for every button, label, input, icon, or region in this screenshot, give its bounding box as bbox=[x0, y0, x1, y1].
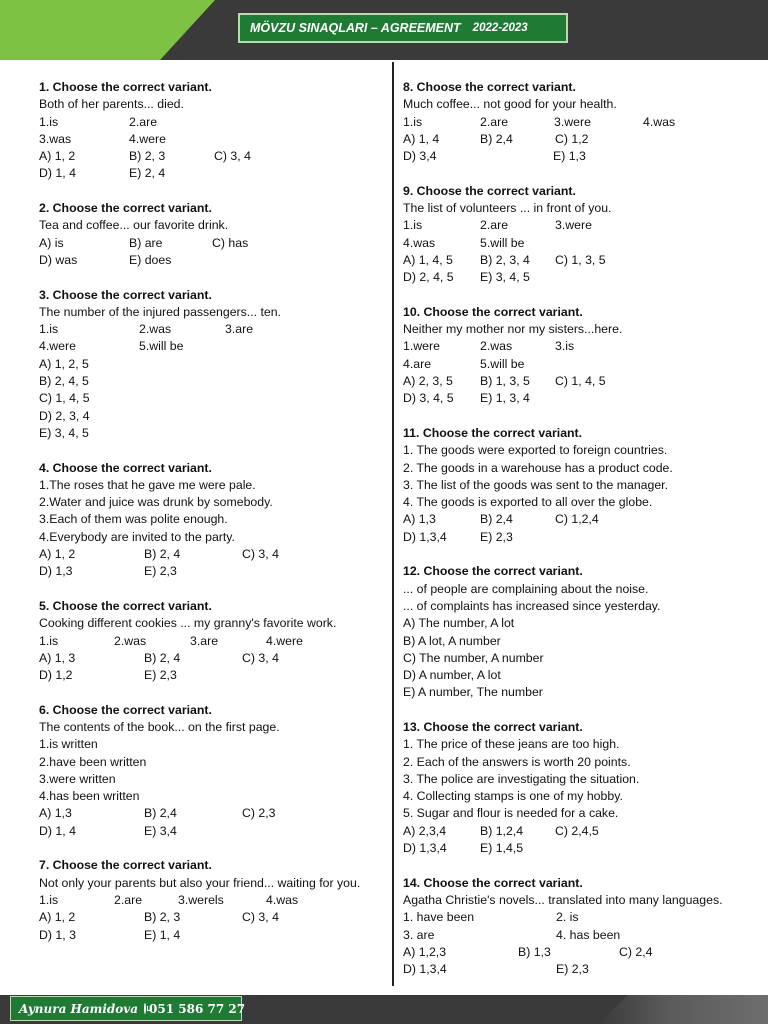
author-name: Aynura Hamidova bbox=[19, 1001, 139, 1016]
line-text: A) 2,3,4 bbox=[403, 823, 447, 838]
line-text: Cooking different cookies ... my granny's favorite work. bbox=[39, 616, 337, 631]
line-text: E) 3, 4, 5 bbox=[480, 270, 530, 285]
line-text: D) 2, 4, 5 bbox=[403, 270, 454, 285]
question-line bbox=[39, 373, 384, 390]
line-text: E) 2,3 bbox=[480, 529, 513, 544]
question-line bbox=[403, 823, 753, 840]
line-text: 3.werels bbox=[178, 892, 224, 907]
line-text: C) 3, 4 bbox=[242, 650, 279, 665]
question-line bbox=[39, 927, 384, 944]
right-column bbox=[403, 79, 753, 996]
question-line bbox=[39, 425, 384, 442]
question-line bbox=[403, 148, 753, 165]
line-text: Agatha Christie's novels... translated into many languages. bbox=[403, 892, 723, 907]
question-7 bbox=[39, 857, 384, 943]
question-line bbox=[403, 961, 753, 978]
question-line bbox=[39, 736, 384, 753]
question-line bbox=[39, 321, 384, 338]
author-banner bbox=[10, 996, 246, 1021]
line-text: D) 1,3 bbox=[39, 564, 73, 579]
line-text: 4.has been written bbox=[39, 789, 140, 804]
column-divider bbox=[392, 62, 394, 986]
question-line bbox=[39, 615, 384, 632]
line-text: 5.will be bbox=[480, 235, 525, 250]
question-line bbox=[403, 650, 753, 667]
line-text: 4.Everybody are invited to the party. bbox=[39, 529, 235, 544]
question-line bbox=[39, 408, 384, 425]
line-text: C) 1, 3, 5 bbox=[555, 252, 606, 267]
line-text: E) A number, The number bbox=[403, 685, 543, 700]
line-text: A) 1, 4 bbox=[403, 131, 440, 146]
question-line bbox=[403, 788, 753, 805]
author-phone: 051 586 77 27 bbox=[149, 1001, 246, 1016]
question-line bbox=[39, 165, 384, 182]
line-text: B) 2, 4 bbox=[144, 547, 181, 562]
line-text: A) 1,2,3 bbox=[403, 944, 447, 959]
line-text: ... of people are complaining about the noise. bbox=[403, 581, 649, 596]
line-text: A) 1, 2 bbox=[39, 910, 76, 925]
line-text: 3. are bbox=[403, 927, 435, 942]
question-line bbox=[403, 684, 753, 701]
line-text: 4.were bbox=[129, 131, 166, 146]
line-text: 1.is bbox=[39, 892, 59, 907]
line-text: 1. The goods were exported to foreign countries. bbox=[403, 443, 668, 458]
line-text: 3. The list of the goods was sent to the manager. bbox=[403, 477, 669, 492]
line-text: 4. Collecting stamps is one of my hobby. bbox=[403, 789, 623, 804]
question-line bbox=[39, 719, 384, 736]
line-text: A) 1, 4, 5 bbox=[403, 252, 453, 267]
question-title: 5. Choose the correct variant. bbox=[39, 598, 212, 613]
question-line bbox=[39, 356, 384, 373]
line-text: C) 3, 4 bbox=[214, 149, 251, 164]
line-text: E) 2,3 bbox=[556, 962, 589, 977]
question-14 bbox=[403, 875, 753, 979]
question-line bbox=[39, 823, 384, 840]
question-line bbox=[403, 754, 753, 771]
line-text: 3.are bbox=[225, 322, 254, 337]
question-line bbox=[39, 754, 384, 771]
question-line bbox=[39, 788, 384, 805]
question-8 bbox=[403, 79, 753, 165]
line-text: 2.are bbox=[114, 892, 143, 907]
line-text: D) 3,4 bbox=[403, 149, 437, 164]
line-text: E) 1, 4 bbox=[144, 927, 181, 942]
question-line bbox=[39, 771, 384, 788]
line-text: D) 1,3,4 bbox=[403, 529, 447, 544]
line-text: 3.was bbox=[39, 131, 72, 146]
question-6 bbox=[39, 702, 384, 840]
question-2 bbox=[39, 200, 384, 269]
line-text: A) 1, 2 bbox=[39, 149, 76, 164]
question-line bbox=[403, 944, 753, 961]
line-text: 1. have been bbox=[403, 910, 475, 925]
whatsapp-icon bbox=[144, 1003, 146, 1014]
line-text: B) 2, 3 bbox=[144, 910, 181, 925]
line-text: 2.Water and juice was drunk by somebody. bbox=[39, 495, 273, 510]
question-line bbox=[403, 805, 753, 822]
line-text: C) 1, 4, 5 bbox=[555, 374, 606, 389]
question-line bbox=[39, 494, 384, 511]
title-banner bbox=[238, 13, 568, 43]
line-text: B) 2, 4, 5 bbox=[39, 374, 89, 389]
line-text: C) 3, 4 bbox=[242, 547, 279, 562]
line-text: 1.is bbox=[403, 114, 423, 129]
line-text: B) 2, 4 bbox=[144, 650, 181, 665]
line-text: ... of complaints has increased since yesterday. bbox=[403, 598, 661, 613]
question-line bbox=[403, 131, 753, 148]
question-12 bbox=[403, 563, 753, 701]
line-text: E) 3, 4, 5 bbox=[39, 425, 89, 440]
line-text: B) 2,4 bbox=[480, 131, 513, 146]
line-text: 4.are bbox=[403, 356, 432, 371]
line-text: C) has bbox=[212, 235, 249, 250]
line-text: B) 1,3 bbox=[518, 944, 551, 959]
question-line bbox=[39, 217, 384, 234]
line-text: C) 2,4,5 bbox=[555, 823, 599, 838]
line-text: The number of the injured passengers... ten. bbox=[39, 304, 281, 319]
line-text: D) 2, 3, 4 bbox=[39, 408, 90, 423]
line-text: 1.The roses that he gave me were pale. bbox=[39, 477, 256, 492]
line-text: B) 2,4 bbox=[480, 512, 513, 527]
line-text: 2.are bbox=[480, 218, 509, 233]
question-title: 1. Choose the correct variant. bbox=[39, 80, 212, 94]
line-text: 2. is bbox=[556, 910, 579, 925]
line-text: 4.was bbox=[643, 114, 676, 129]
question-title: 10. Choose the correct variant. bbox=[403, 304, 583, 319]
question-line bbox=[403, 840, 753, 857]
question-line bbox=[39, 477, 384, 494]
question-title: 3. Choose the correct variant. bbox=[39, 287, 212, 302]
question-line bbox=[403, 356, 753, 373]
question-line bbox=[39, 304, 384, 321]
question-line bbox=[39, 909, 384, 926]
line-text: Neither my mother nor my sisters...here. bbox=[403, 322, 623, 337]
line-text: 3.were bbox=[555, 218, 592, 233]
question-line bbox=[39, 563, 384, 580]
question-line bbox=[39, 390, 384, 407]
line-text: E) 1,3 bbox=[553, 149, 586, 164]
line-text: Much coffee... not good for your health. bbox=[403, 97, 617, 112]
question-line bbox=[39, 96, 384, 113]
line-text: Both of her parents... died. bbox=[39, 97, 184, 112]
line-text: 4.was bbox=[266, 892, 299, 907]
question-line bbox=[39, 148, 384, 165]
question-line bbox=[403, 390, 753, 407]
question-title: 11. Choose the correct variant. bbox=[403, 425, 583, 440]
question-line bbox=[403, 494, 753, 511]
question-line bbox=[403, 511, 753, 528]
line-text: 4.were bbox=[39, 339, 76, 354]
question-line bbox=[403, 235, 753, 252]
line-text: 1.is bbox=[39, 114, 59, 129]
line-text: The contents of the book... on the first page. bbox=[39, 719, 280, 734]
line-text: A) 1, 2 bbox=[39, 547, 76, 562]
question-line bbox=[403, 252, 753, 269]
question-9 bbox=[403, 183, 753, 287]
question-line bbox=[403, 529, 753, 546]
page-year: 2022-2023 bbox=[472, 22, 528, 34]
line-text: 5. Sugar and flour is needed for a cake. bbox=[403, 806, 619, 821]
question-line bbox=[39, 114, 384, 131]
line-text: D) 1,3,4 bbox=[403, 962, 447, 977]
question-line bbox=[403, 114, 753, 131]
question-line bbox=[39, 892, 384, 909]
line-text: C) 1,2 bbox=[555, 131, 589, 146]
line-text: C) 1,2,4 bbox=[555, 512, 599, 527]
question-line bbox=[403, 217, 753, 234]
line-text: 2.was bbox=[139, 322, 172, 337]
question-line bbox=[403, 927, 753, 944]
line-text: 3. The police are investigating the situation. bbox=[403, 771, 640, 786]
line-text: C) The number, A number bbox=[403, 650, 544, 665]
question-line bbox=[39, 338, 384, 355]
question-line bbox=[403, 633, 753, 650]
line-text: B) 2, 3 bbox=[129, 149, 166, 164]
line-text: D) 1,3,4 bbox=[403, 841, 447, 856]
line-text: 5.will be bbox=[139, 339, 184, 354]
line-text: A) 1, 3 bbox=[39, 650, 76, 665]
line-text: B) 2, 3, 4 bbox=[480, 252, 530, 267]
question-11 bbox=[403, 425, 753, 546]
line-text: 2.are bbox=[129, 114, 158, 129]
question-title: 2. Choose the correct variant. bbox=[39, 201, 212, 216]
line-text: E) does bbox=[129, 252, 172, 267]
question-10 bbox=[403, 304, 753, 408]
line-text: A) The number, A lot bbox=[403, 616, 515, 631]
question-line bbox=[403, 460, 753, 477]
question-title: 4. Choose the correct variant. bbox=[39, 460, 212, 475]
question-line bbox=[403, 321, 753, 338]
question-line bbox=[39, 667, 384, 684]
question-line bbox=[39, 805, 384, 822]
line-text: D) 1, 4 bbox=[39, 166, 76, 181]
line-text: E) 1,4,5 bbox=[480, 841, 524, 856]
line-text: Tea and coffee... our favorite drink. bbox=[39, 218, 229, 233]
line-text: 3.were bbox=[554, 114, 591, 129]
question-line bbox=[39, 511, 384, 528]
line-text: 2.was bbox=[480, 339, 513, 354]
line-text: 1.is bbox=[39, 633, 59, 648]
line-text: 2.have been written bbox=[39, 754, 147, 769]
line-text: D) 1,2 bbox=[39, 668, 73, 683]
line-text: B) 1,2,4 bbox=[480, 823, 524, 838]
line-text: D) was bbox=[39, 252, 78, 267]
line-text: B) 2,4 bbox=[144, 806, 177, 821]
line-text: E) 2, 4 bbox=[129, 166, 166, 181]
line-text: A) 1,3 bbox=[403, 512, 436, 527]
question-line bbox=[403, 338, 753, 355]
question-title: 12. Choose the correct variant. bbox=[403, 564, 583, 579]
left-column bbox=[39, 79, 384, 961]
question-line bbox=[403, 442, 753, 459]
question-title: 9. Choose the correct variant. bbox=[403, 183, 576, 198]
question-line bbox=[39, 633, 384, 650]
question-line bbox=[403, 598, 753, 615]
line-text: B) A lot, A number bbox=[403, 633, 501, 648]
line-text: C) 1, 4, 5 bbox=[39, 391, 90, 406]
question-13 bbox=[403, 719, 753, 857]
question-3 bbox=[39, 287, 384, 443]
question-line bbox=[403, 477, 753, 494]
question-line bbox=[403, 269, 753, 286]
line-text: C) 2,3 bbox=[242, 806, 276, 821]
question-line bbox=[39, 875, 384, 892]
question-title: 6. Choose the correct variant. bbox=[39, 702, 212, 717]
line-text: 3.is bbox=[555, 339, 575, 354]
line-text: The list of volunteers ... in front of you. bbox=[403, 201, 612, 216]
question-line bbox=[39, 131, 384, 148]
question-line bbox=[403, 892, 753, 909]
question-line bbox=[403, 615, 753, 632]
question-line bbox=[403, 96, 753, 113]
line-text: C) 2,4 bbox=[619, 944, 653, 959]
line-text: 1.is bbox=[39, 322, 59, 337]
question-line bbox=[403, 373, 753, 390]
line-text: 2.was bbox=[114, 633, 147, 648]
question-title: 8. Choose the correct variant. bbox=[403, 80, 576, 94]
line-text: 3.Each of them was polite enough. bbox=[39, 512, 228, 527]
question-line bbox=[403, 667, 753, 684]
question-line bbox=[403, 200, 753, 217]
line-text: 1.is bbox=[403, 218, 423, 233]
question-line bbox=[403, 771, 753, 788]
line-text: 4.were bbox=[266, 633, 303, 648]
line-text: E) 2,3 bbox=[144, 668, 177, 683]
question-line bbox=[39, 529, 384, 546]
line-text: 2. The goods in a warehouse has a product code. bbox=[403, 460, 673, 475]
line-text: B) 1, 3, 5 bbox=[480, 374, 530, 389]
line-text: 4. has been bbox=[556, 927, 621, 942]
question-4 bbox=[39, 460, 384, 581]
line-text: E) 3,4 bbox=[144, 823, 177, 838]
line-text: 5.will be bbox=[480, 356, 525, 371]
question-line bbox=[403, 581, 753, 598]
line-text: 2.are bbox=[480, 114, 509, 129]
question-line bbox=[403, 909, 753, 926]
line-text: 2. Each of the answers is worth 20 points. bbox=[403, 754, 631, 769]
line-text: D) 1, 3 bbox=[39, 927, 76, 942]
line-text: C) 3, 4 bbox=[242, 910, 279, 925]
line-text: E) 1, 3, 4 bbox=[480, 391, 530, 406]
question-title: 13. Choose the correct variant. bbox=[403, 719, 583, 734]
line-text: Not only your parents but also your friend... waiting for you. bbox=[39, 875, 361, 890]
line-text: 3.were written bbox=[39, 771, 116, 786]
question-line bbox=[39, 546, 384, 563]
page-title: MÖVZU SINAQLARI – AGREEMENT bbox=[250, 21, 461, 35]
line-text: B) are bbox=[129, 235, 163, 250]
line-text: D) A number, A lot bbox=[403, 668, 501, 683]
line-text: A) is bbox=[39, 235, 64, 250]
line-text: A) 1, 2, 5 bbox=[39, 356, 89, 371]
line-text: 1.were bbox=[403, 339, 440, 354]
line-text: 4.was bbox=[403, 235, 436, 250]
question-line bbox=[403, 736, 753, 753]
question-line bbox=[39, 235, 384, 252]
question-line bbox=[39, 252, 384, 269]
question-line bbox=[39, 650, 384, 667]
line-text: D) 3, 4, 5 bbox=[403, 391, 454, 406]
question-1 bbox=[39, 79, 384, 183]
question-title: 14. Choose the correct variant. bbox=[403, 875, 583, 890]
question-5 bbox=[39, 598, 384, 684]
line-text: 3.are bbox=[190, 633, 219, 648]
line-text: 4. The goods is exported to all over the globe. bbox=[403, 495, 653, 510]
line-text: 1.is written bbox=[39, 737, 98, 752]
question-title: 7. Choose the correct variant. bbox=[39, 858, 212, 873]
line-text: A) 2, 3, 5 bbox=[403, 374, 453, 389]
line-text: 1. The price of these jeans are too high. bbox=[403, 737, 620, 752]
line-text: E) 2,3 bbox=[144, 564, 177, 579]
line-text: D) 1, 4 bbox=[39, 823, 76, 838]
line-text: A) 1,3 bbox=[39, 806, 72, 821]
